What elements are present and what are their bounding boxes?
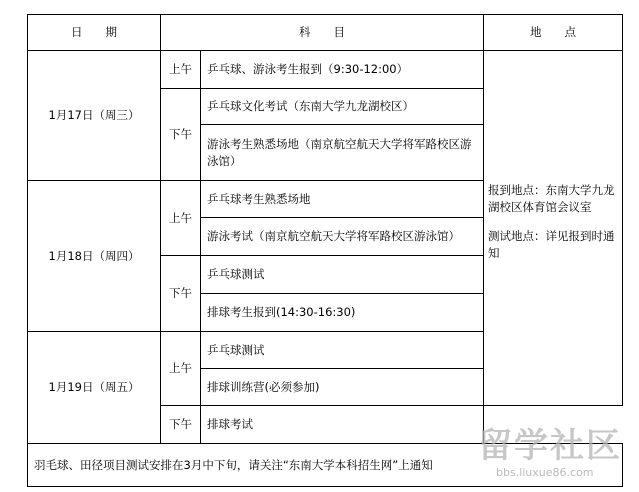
header-location: 地 点 (484, 15, 623, 51)
half-day-label: 下午 (161, 89, 201, 181)
checkin-location: 报到地点：东南大学九龙湖校区体育馆会议室 (488, 183, 615, 214)
half-day-label: 上午 (161, 332, 201, 406)
schedule-item: 乒乓球测试 (201, 256, 484, 294)
table-row (28, 51, 623, 89)
watermark-url: bbs.liuxue86.com (496, 466, 594, 479)
watermark-title: 留学社区 (478, 426, 622, 466)
half-day-label: 上午 (161, 51, 201, 89)
date-cell: 1月17日（周三） (28, 51, 161, 181)
schedule-item: 排球考试 (201, 406, 484, 444)
schedule-item: 排球训练营(必须参加) (201, 369, 484, 406)
half-day-label: 下午 (161, 256, 201, 332)
schedule-item: 乒乓球测试 (201, 332, 484, 369)
schedule-item: 游泳考试（南京航空航天大学将军路校区游泳馆） (201, 218, 484, 256)
footer-row (28, 444, 623, 487)
half-day-label: 上午 (161, 181, 201, 256)
test-location: 测试地点：详见报到时通知 (488, 229, 615, 260)
date-cell: 1月18日（周四） (28, 181, 161, 332)
schedule-table (27, 14, 623, 487)
schedule-item: 游泳考生熟悉场地（南京航空航天大学将军路校区游泳馆） (201, 125, 484, 181)
date-cell: 1月19日（周五） (28, 332, 161, 444)
location-cell (484, 51, 623, 406)
footer-note: 羽毛球、田径项目测试安排在3月中下旬，请关注“东南大学本科招生网”上通知 (28, 444, 623, 487)
schedule-item: 乒乓球、游泳考生报到（9:30-12:00） (201, 51, 484, 89)
header-subject: 科 目 (161, 15, 484, 51)
cropped-top-text (60, 0, 460, 3)
header-date: 日 期 (28, 15, 161, 51)
schedule-item: 乒乓球考生熟悉场地 (201, 181, 484, 218)
schedule-item: 排球考生报到(14:30-16:30) (201, 294, 484, 332)
schedule-item: 乒乓球文化考试（东南大学九龙湖校区） (201, 89, 484, 125)
header-row (28, 15, 623, 51)
half-day-label: 下午 (161, 406, 201, 444)
